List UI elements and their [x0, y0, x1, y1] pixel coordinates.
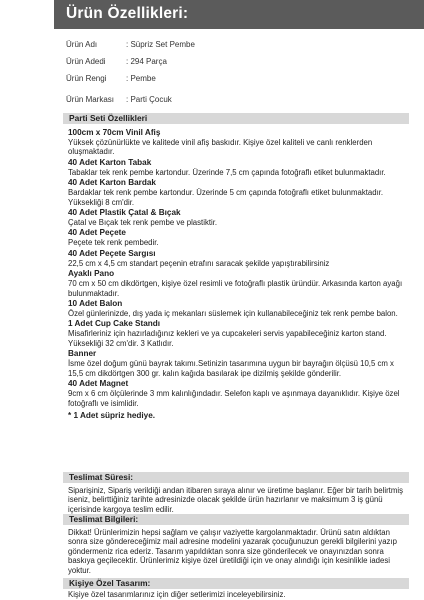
info-text: Dikkat! Ürünlerimizin hepsi sağlam ve çalışır vaziyette kargolanmaktadır. Ürünü satın aldıktan sonra size göndereceğimiz mail adresine modelini yazarak çocuğunuzun gerekli bilgilerini yazıp göndermeniz rica ederiz. Tasarım yapıldıktan sonra size gönderilecek ve onayınızdan sonra baskıya geçilecektir. Ürünlerimiz kişiye özel üretildiği için ve onay alındığı için kesinlikle iadesi yoktur. — [68, 528, 397, 575]
item-desc: Bardaklar tek renk pembe kartondur. Üzerinde 5 cm çapında fotoğraflı etiket bulunmaktadır. Yüksekliği 8 cm'dir. — [68, 188, 384, 207]
item-title: 40 Adet Karton Bardak — [68, 178, 156, 188]
item-desc: Özel günlerinizde, dış yada iç mekanları süslemek için kullanabileceğiniz tek renk pembe balon. — [68, 309, 398, 319]
info-row-brand — [66, 95, 172, 104]
page-title: Ürün Özellikleri: — [66, 5, 189, 22]
info-label: Ürün Adedi — [66, 57, 106, 66]
info-value: : 294 Parça — [126, 57, 167, 66]
item-desc: 22,5 cm x 4,5 cm standart peçenin etrafını saracak şekilde yapıştırabilirsiniz — [68, 258, 330, 268]
item-desc: Peçete tek renk pembedir. — [68, 238, 159, 248]
item-desc: 70 cm x 50 cm dikdörtgen, kişiye özel resimli ve fotoğraflı plastik üründür. Arkasında karton ayağı bulunmaktadır. — [68, 279, 403, 298]
item-desc: Çatal ve Bıçak tek renk pembe ve plastiktir. — [68, 218, 218, 228]
info-row-name — [66, 40, 195, 49]
item-desc: 9cm x 6 cm ölçülerinde 3 mm kalınlığındadır. Selefon kaplı ve aşınmaya dayanıklıdır. Kişiye özel fotoğraflı ve isimlidir. — [68, 389, 400, 408]
info-section-heading: Teslimat Bilgileri: — [63, 514, 409, 525]
item-title: 40 Adet Peçete Sargısı — [68, 248, 156, 258]
item-title: 10 Adet Balon — [68, 299, 123, 309]
info-value: : Pembe — [126, 74, 156, 83]
item-title: Banner — [68, 349, 97, 359]
footnote: * 1 Adet süpriz hediye. — [68, 410, 156, 420]
design-section-heading: Kişiye Özel Tasarım: — [63, 578, 409, 589]
info-label: Ürün Markası — [66, 95, 115, 104]
item-title: Ayaklı Pano — [68, 269, 115, 279]
info-label: Ürün Adı — [66, 40, 98, 49]
item-title: 1 Adet Cup Cake Standı — [68, 319, 161, 329]
item-title: 40 Adet Karton Tabak — [68, 157, 152, 167]
item-desc: İsme özel doğum günü bayrak takımı.Setinizin tasarımına uygun bir bayrağın ölçüsü 10,5 cm x 15,5 cm dikdörtgen 300 gr. kalın kağıda basılarak ipe dizilmiş şekilde gönderilir. — [68, 359, 394, 378]
info-value: : Süpriz Set Pembe — [126, 40, 195, 49]
item-desc: Yüksek çözünürlükte ve kalitede vinil afiş baskıdır. Kişiye özel kaliteli ve canlı renklerden oluşmaktadır. — [68, 138, 373, 157]
info-row-color — [66, 74, 156, 83]
item-desc: Misafirleriniz için hazırladığınız kekleri ve ya cupcakeleri servis yapabileceğiniz karton stand. Yüksekliği 32 cm'dir. 3 Katlıdır. — [68, 329, 387, 348]
set-items-list — [68, 128, 410, 421]
header-bar — [54, 0, 424, 29]
item-title: 100cm x 70cm Vinil Afiş — [68, 128, 161, 137]
info-row-quantity — [66, 57, 167, 66]
delivery-text: Siparişiniz, Sipariş verildiği andan itibaren sıraya alınır ve üretime başlanır. Eğer bir tarih belirtmiş iseniz, belirttiğiniz tarihte adresinizde olacak şekilde ürün hazırlanır ve maksimum 3 iş günü içerisinde kargoya teslim edilir. — [68, 486, 403, 514]
set-section-heading: Parti Seti Özellikleri — [63, 113, 409, 124]
item-title: 40 Adet Plastik Çatal & Bıçak — [68, 208, 181, 218]
item-title: 40 Adet Peçete — [68, 228, 126, 238]
design-text: Kişiye özel tasarımlarınız için diğer setlerimizi inceleyebilirsiniz. — [68, 590, 286, 599]
info-value: : Parti Çocuk — [126, 95, 172, 104]
item-title: 40 Adet Magnet — [68, 379, 129, 389]
delivery-section-heading: Teslimat Süresi: — [63, 472, 409, 483]
info-label: Ürün Rengi — [66, 74, 107, 83]
item-desc: Tabaklar tek renk pembe kartondur. Üzerinde 7,5 cm çapında fotoğraflı etiket bulunmaktadır. — [68, 167, 386, 177]
